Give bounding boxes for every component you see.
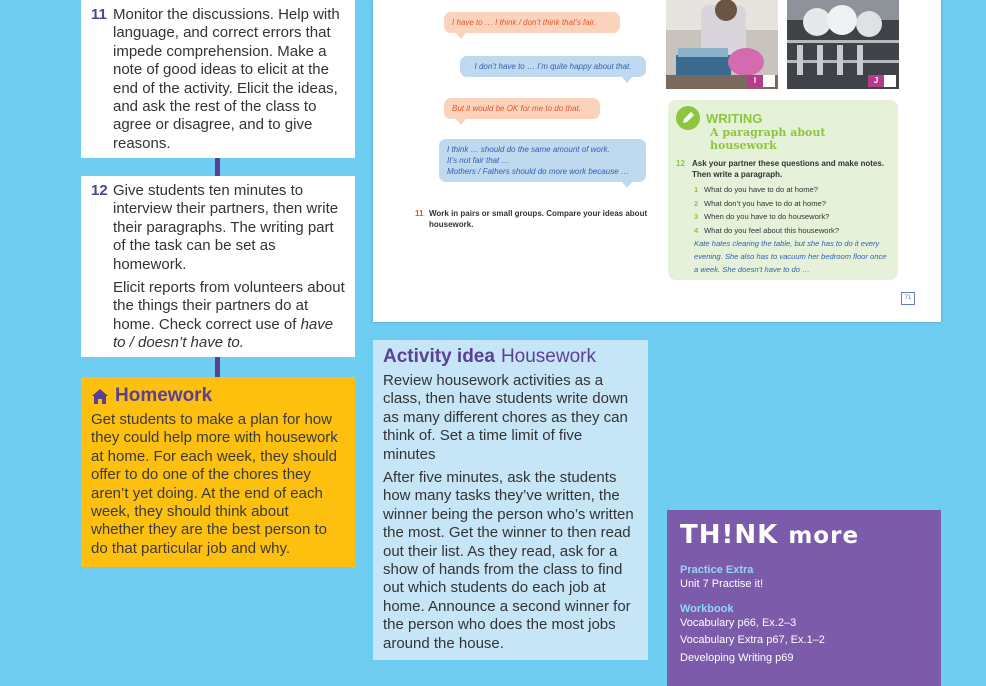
teacher-note-12 <box>81 176 355 357</box>
list-item: 2 What don’t you have to do at home? <box>694 198 827 208</box>
question-list <box>694 183 890 237</box>
activity-heading <box>383 346 638 368</box>
page-number: 71 <box>901 292 915 305</box>
activity-title: Activity idea <box>383 346 495 367</box>
note-text-continued <box>113 279 345 353</box>
pencil-icon <box>676 106 700 130</box>
practice-extra-item: Unit 7 Practise it! <box>680 578 764 590</box>
note-text: Give students ten minutes to interview their partners, then write their paragraphs. The writing part of the task can be set as homework. <box>113 182 339 273</box>
activity-subtitle: Housework <box>500 346 596 367</box>
exercise-number: 11 <box>415 209 424 218</box>
house-icon <box>91 388 109 405</box>
workbook-item: Vocabulary p66, Ex.2–3 <box>680 616 797 629</box>
exercise-11 <box>415 208 655 230</box>
exercise-text: Work in pairs or small groups. Compare your ideas about housework. <box>429 209 648 229</box>
writing-instruction <box>676 158 890 180</box>
note-text-2: Elicit reports from volunteers about the things their partners do at home. Check correct use of <box>113 279 345 333</box>
note-number: 11 <box>91 6 107 23</box>
writing-subtitle: A paragraph about housework <box>710 126 826 152</box>
photo-label: I <box>747 75 775 87</box>
speech-bubble: I don’t have to … I’m quite happy about that. <box>460 56 646 77</box>
practice-extra-heading: Practice Extra <box>680 564 754 576</box>
activity-paragraph-2: After five minutes, ask the students how many tasks they’ve written, the winner being the person who’s written the most. Get the winner to then read out their list. As they read, ask for a show of hands from the class to find out which students do each job at home. Announce a second winner for the person who does the most jobs around the house. <box>383 469 634 652</box>
speech-bubble: I have to … I think / don’t think that’s fair. <box>444 12 620 33</box>
list-item: 1 What do you have to do at home? <box>694 185 818 194</box>
homework-text: Get students to make a plan for how they could help more with housework at home. For each week, they should offer to do one of the chores they aren’t yet doing. At the end of each week, they should think about whether they are the best person to do that particular job and why. <box>91 411 338 557</box>
photo-label: J <box>868 75 896 87</box>
homework-box <box>81 377 355 567</box>
speech-bubble: I think … should do the same amount of work. It’s not fair that … Mothers / Fathers should do more work because … <box>439 139 646 182</box>
exercise-number: 12 <box>676 159 685 168</box>
photo-j <box>787 0 899 89</box>
think-more-title: TH!NK more <box>680 520 860 550</box>
homework-title: Homework <box>115 385 213 406</box>
activity-paragraph-1: Review housework activities as a class, then have students write down as many different chores as they can think of. Set a time limit of five minutes <box>383 372 629 463</box>
workbook-item: Vocabulary Extra p67, Ex.1–2 <box>680 634 825 646</box>
workbook-item: Developing Writing p69 <box>680 651 794 664</box>
photo-i <box>666 0 778 89</box>
list-item: 3 When do you have to do housework? <box>694 212 830 222</box>
think-more-box <box>667 510 941 686</box>
sample-answer: Kate hates clearing the table, but she has to do it every evening. She also has to vacuum her bedroom floor once a week. She doesn’t have to do … <box>694 239 887 274</box>
teacher-note-11 <box>81 0 355 158</box>
writing-title: WRITING <box>706 111 763 126</box>
note-number: 12 <box>91 182 108 199</box>
writing-box <box>668 100 898 280</box>
instruction-text: Ask your partner these questions and make notes. Then write a paragraph. <box>692 159 885 179</box>
note-text-italic: have to / doesn’t have to. <box>113 315 334 352</box>
homework-heading <box>91 385 345 407</box>
note-text: Monitor the discussions. Help with language, and correct errors that impede comprehension. Make a note of good ideas to elicit at the end of the activity. Elicit the ideas, and ask the rest of the class to agree or disagree, and to give reasons. <box>113 6 340 152</box>
workbook-heading: Workbook <box>680 602 734 615</box>
speech-bubble: But it would be OK for me to do that. <box>444 98 600 119</box>
list-item: 4 What do you feel about this housework? <box>694 225 840 235</box>
activity-idea-box <box>373 340 648 660</box>
